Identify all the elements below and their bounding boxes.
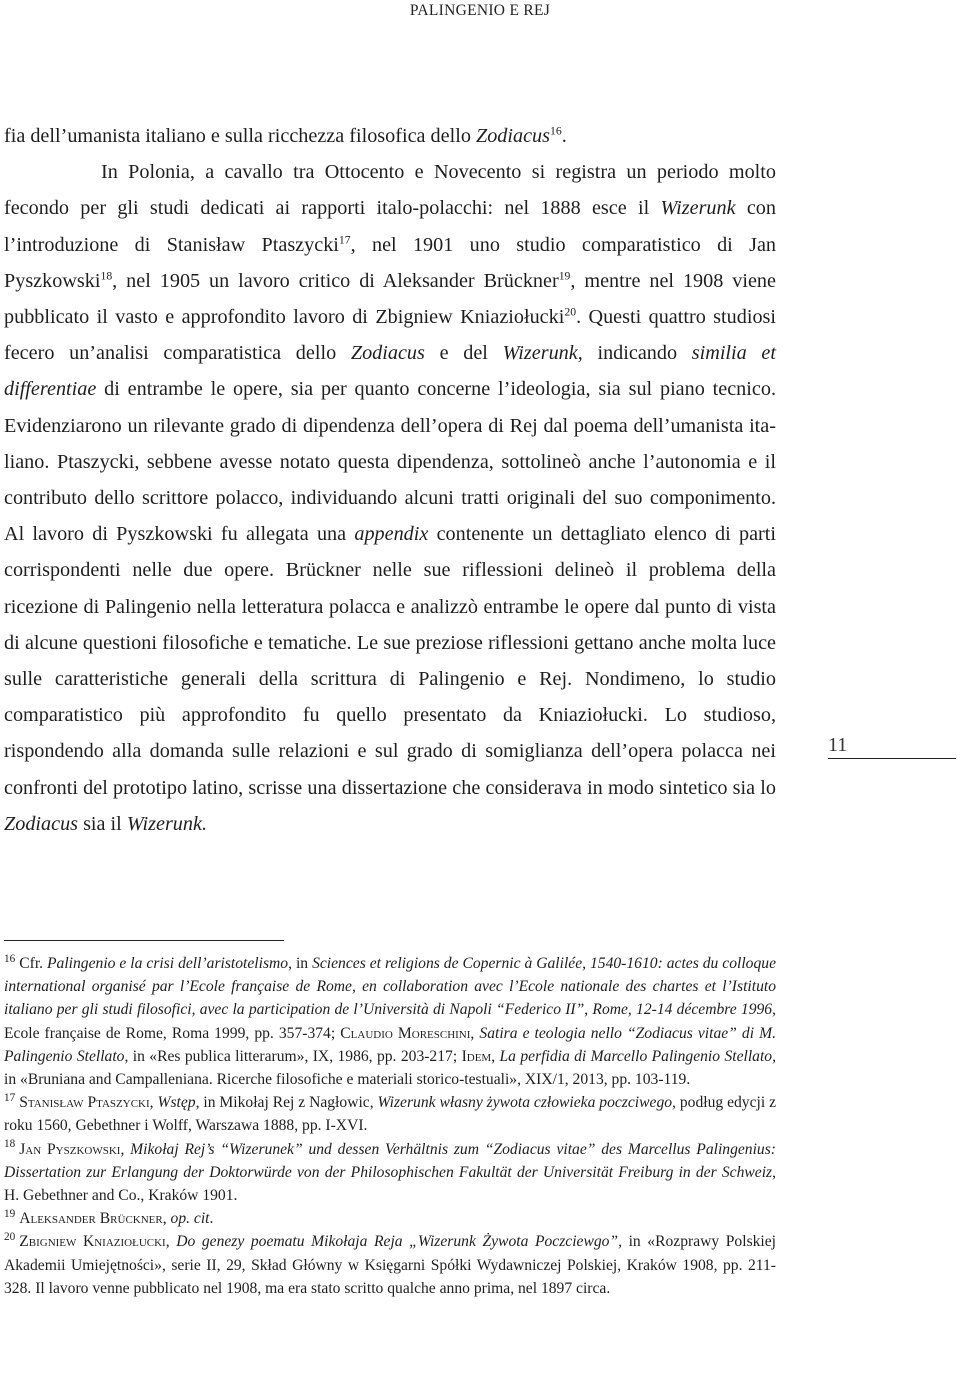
footnote-18: $^{18}$ Jan Pyszkowski, Mikołaj Rej’s “Wizerunek” und dessen Verhältnis zum “Zodiacus vitae” des Marcellus Palingenius: Dissertation zur Erlangung der Doktorwürde von der Philosophischen Fakultät der Universität Freiburg in der Schweiz, H. Gebethner and Co., Kraków 1901. (4, 1138, 776, 1205)
footnote-19: $^{19}$ Aleksander Brückner, op. cit. (4, 1208, 214, 1228)
footnote-16: $^{16}$ Cfr. Palingenio e la crisi dell’aristotelismo, in Sciences et religions de Copernic à Galilée, 1540-1610: actes du colloque international organisé par l’Ecole française de Rome, en collaboration avec l’Ecole nationale des chartes et l’Istituto italiano per gli studi filosofici, avec la participation de l’Università di Napoli “Federico II”, Rome, 12-14 décembre 1996, Ecole française de Rome, Roma 1999, pp. 357-374; Claudio Moreschini, Satira e teologia nello “Zodiacus vitae” di M. Palingenio Stellato, in «Res publica litterarum», IX, 1986, pp. 203-217; Idem, La perfidia di Marcello Palingenio Stellato, in «Bruniana and Campalleniana. Ricerche filosofiche e materiali storico-testuali», XIX/1, 2013, pp. 103-119. (4, 952, 776, 1089)
paragraph-1: fia dell’umanista italiano e sulla ricchezza filosofica dello Zodiacus$^{16}$. (4, 124, 567, 147)
paragraph-2: In Polonia, a cavallo tra Ottocento e Novecento si registra un periodo molto fecondo per gli studi dedicati ai rapporti italo-polacchi: nel 1888 esce il Wizerunk con l’introduzione di Stanisław Ptaszycki$^{17}$, nel 1901 uno studio comparatistico di Jan Pyszkowski$^{18}$, nel 1905 un lavoro critico di Aleksander Brückner$^{19}$, mentre nel 1908 viene pubblicato il vasto e approfondito lavoro di Zbigniew Kniaziołucki$^{20}$. Questi quattro studiosi fecero un’analisi comparatistica dello Zodiacus e del Wizerunk, indicando similia et differentiae di entrambe le opere, sia per quanto concerne l’ideologia, sia sul piano tecnico. Evidenziarono un rilevante grado di dipendenza dell’opera di Rej dal poema dell’umanista italiano. Ptaszycki, sebbene avesse notato questa dipendenza, sottolineò anche l’autonomia e il contributo dello scrittore polacco, individuando alcuni tratti originali del suo componimento. Al lavoro di Pyszkowski fu allegata una appendix contenente un dettagliato elenco di parti corrispondenti nelle due opere. Brückner nelle sue riflessioni delineò il problema della ricezione di Palingenio nella letteratura polacca e analizzò entrambe le opere dal punto di vista di alcune questioni filosofiche e tematiche. Le sue preziose riflessioni gettano anche molta luce sulle caratteristiche generali della scrittura di Palingenio e Rej. Nondimeno, lo studio comparatistico più approfondito fu quello presentato da Kniaziołucki. Lo studioso, rispondendo alla domanda sulle relazioni e sul grado di somiglianza dell’opera polacca nei confronti del prototipo latino, scrisse una dissertazione che considerava in modo sintetico sia lo Zodiacus sia il Wizerunk. (4, 161, 777, 835)
footnote-20: $^{20}$ Zbigniew Kniaziołucki, Do genezy poematu Mikołaja Reja „Wizerunk Żywota Poczciewgo”, in «Rozprawy Polskiej Akademii Umiejętności», serie II, 29, Skład Główny w Księgarni Spółki Wydawniczej Polskiej, Kraków 1908, pp. 211-328. Il lavoro venne pubblicato nel 1908, ma era stato scritto qualche anno prima, nel 1897 circa. (4, 1231, 777, 1297)
footnote-17: $^{17}$ Stanisław Ptaszycki, Wstęp, in Mikołaj Rej z Nagłowic, Wizerunk własny żywota człowieka poczciwego, podług edycji z roku 1560, Gebethner i Wolff, Warszawa 1888, pp. I-XVI. (4, 1092, 777, 1135)
page-number: 11 (828, 734, 956, 759)
main-text (4, 118, 776, 842)
footnote-separator (4, 940, 284, 941)
footnotes (4, 952, 776, 1300)
running-header: PALINGENIO E REJ (409, 2, 551, 19)
